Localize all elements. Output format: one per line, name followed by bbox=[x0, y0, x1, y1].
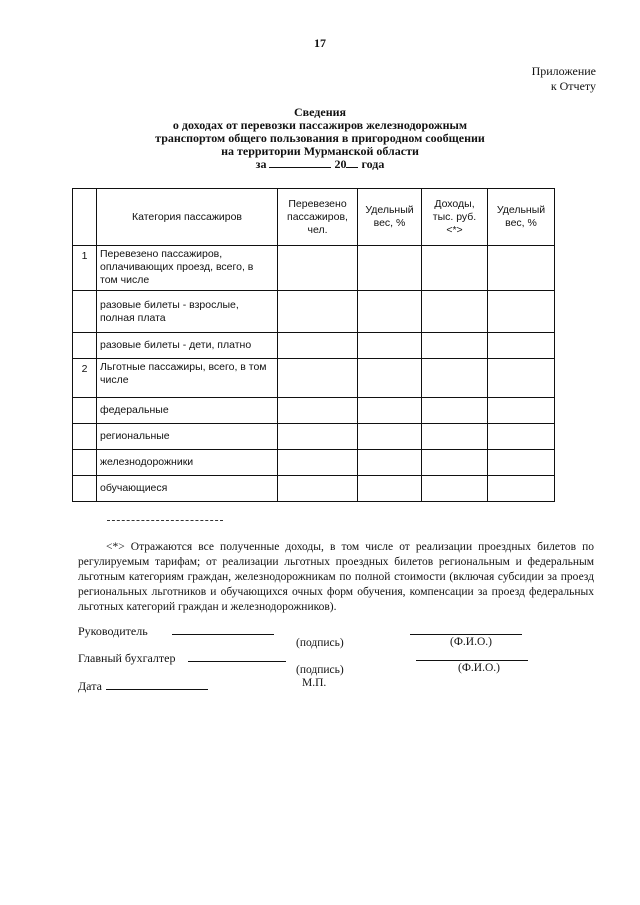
cell-share-2[interactable] bbox=[488, 291, 555, 333]
cell-transported[interactable] bbox=[278, 476, 358, 502]
report-period bbox=[140, 158, 500, 171]
table-row bbox=[73, 476, 555, 502]
cell-share-2[interactable] bbox=[488, 450, 555, 476]
page-number: 17 bbox=[314, 36, 326, 50]
accountant-name-caption: (Ф.И.О.) bbox=[458, 662, 500, 674]
cell-share-2[interactable] bbox=[488, 476, 555, 502]
cell-share-2[interactable] bbox=[488, 246, 555, 291]
cell-income[interactable] bbox=[422, 291, 488, 333]
cell-share-1[interactable] bbox=[358, 398, 422, 424]
row-category: разовые билеты - дети, платно bbox=[97, 333, 278, 359]
title-line-4: на территории Мурманской области bbox=[221, 144, 419, 158]
accountant-signature-field[interactable] bbox=[188, 661, 286, 662]
accountant-label: Главный бухгалтер bbox=[78, 651, 176, 665]
header-share-2: Удельный вес, % bbox=[488, 189, 555, 246]
row-category: федеральные bbox=[97, 398, 278, 424]
row-category: Перевезено пассажиров, оплачивающих проезд, всего, в том числе bbox=[97, 246, 278, 291]
document-title bbox=[140, 106, 500, 171]
date-field[interactable] bbox=[106, 689, 208, 690]
footnote-text: <*> Отражаются все полученные доходы, в том числе от реализации проездных билетов по регулируемым тарифам; от реализации льготных проездных билетов региональным и федеральным льготным категориям граждан, железнодорожникам по полной стоимости (включая субсидии за проезд региональных льготников и обучающихся очных форм обучения, компенсации за проезд федеральных льготных категорий граждан и железнодорожников). bbox=[78, 541, 594, 613]
cell-transported[interactable] bbox=[278, 246, 358, 291]
cell-income[interactable] bbox=[422, 333, 488, 359]
title-line-1: Сведения bbox=[293, 105, 347, 119]
passenger-income-table bbox=[72, 188, 555, 502]
accountant-name-field[interactable] bbox=[416, 660, 528, 661]
cell-share-2[interactable] bbox=[488, 424, 555, 450]
header-category: Категория пассажиров bbox=[97, 189, 278, 246]
head-signature-field[interactable] bbox=[172, 634, 274, 635]
head-name-field[interactable] bbox=[410, 634, 522, 635]
head-label: Руководитель bbox=[78, 624, 148, 638]
cell-income[interactable] bbox=[422, 359, 488, 398]
cell-income[interactable] bbox=[422, 246, 488, 291]
appendix-line-2: к Отчету bbox=[550, 79, 596, 93]
table-row bbox=[73, 359, 555, 398]
cell-share-1[interactable] bbox=[358, 359, 422, 398]
title-line-3: транспортом общего пользования в пригородном сообщении bbox=[155, 131, 485, 145]
head-signature-caption: (подпись) bbox=[296, 637, 344, 649]
period-blank-field[interactable] bbox=[269, 167, 331, 168]
appendix-line-1: Приложение bbox=[531, 64, 596, 78]
row-number: 2 bbox=[73, 359, 97, 398]
row-category: обучающиеся bbox=[97, 476, 278, 502]
cell-share-2[interactable] bbox=[488, 333, 555, 359]
row-number bbox=[73, 424, 97, 450]
row-category: разовые билеты - взрослые, полная плата bbox=[97, 291, 278, 333]
cell-income[interactable] bbox=[422, 424, 488, 450]
row-category: региональные bbox=[97, 424, 278, 450]
table-row bbox=[73, 333, 555, 359]
cell-share-1[interactable] bbox=[358, 450, 422, 476]
row-number: 1 bbox=[73, 246, 97, 291]
period-year-prefix: 20 bbox=[334, 157, 347, 171]
head-name-caption: (Ф.И.О.) bbox=[450, 636, 492, 648]
table-row bbox=[73, 450, 555, 476]
row-category: Льготные пассажиры, всего, в том числе bbox=[97, 359, 278, 398]
header-transported: Перевезено пассажиров, чел. bbox=[278, 189, 358, 246]
table-row bbox=[73, 424, 555, 450]
period-suffix: года bbox=[361, 157, 385, 171]
footnote-separator bbox=[107, 520, 223, 521]
cell-income[interactable] bbox=[422, 398, 488, 424]
stamp-placeholder: М.П. bbox=[302, 677, 327, 689]
cell-transported[interactable] bbox=[278, 398, 358, 424]
row-number bbox=[73, 450, 97, 476]
accountant-signature-caption: (подпись) bbox=[296, 664, 344, 676]
cell-share-1[interactable] bbox=[358, 424, 422, 450]
table-header-row bbox=[73, 189, 555, 246]
cell-transported[interactable] bbox=[278, 450, 358, 476]
period-prefix: за bbox=[255, 157, 267, 171]
cell-transported[interactable] bbox=[278, 291, 358, 333]
header-income: Доходы, тыс. руб. <*> bbox=[422, 189, 488, 246]
appendix-note bbox=[532, 64, 596, 94]
cell-transported[interactable] bbox=[278, 359, 358, 398]
table-row bbox=[73, 398, 555, 424]
period-year-blank-field[interactable] bbox=[346, 167, 358, 168]
cell-income[interactable] bbox=[422, 476, 488, 502]
date-label: Дата bbox=[78, 679, 102, 693]
cell-transported[interactable] bbox=[278, 333, 358, 359]
table-row bbox=[73, 246, 555, 291]
row-number bbox=[73, 398, 97, 424]
header-number bbox=[73, 189, 97, 246]
title-line-2: о доходах от перевозки пассажиров железнодорожным bbox=[172, 118, 468, 132]
row-number bbox=[73, 476, 97, 502]
table-row bbox=[73, 291, 555, 333]
row-number bbox=[73, 333, 97, 359]
cell-share-2[interactable] bbox=[488, 398, 555, 424]
header-share-1: Удельный вес, % bbox=[358, 189, 422, 246]
cell-share-1[interactable] bbox=[358, 246, 422, 291]
row-category: железнодорожники bbox=[97, 450, 278, 476]
cell-share-2[interactable] bbox=[488, 359, 555, 398]
row-number bbox=[73, 291, 97, 333]
cell-share-1[interactable] bbox=[358, 476, 422, 502]
cell-share-1[interactable] bbox=[358, 333, 422, 359]
cell-share-1[interactable] bbox=[358, 291, 422, 333]
cell-income[interactable] bbox=[422, 450, 488, 476]
cell-transported[interactable] bbox=[278, 424, 358, 450]
